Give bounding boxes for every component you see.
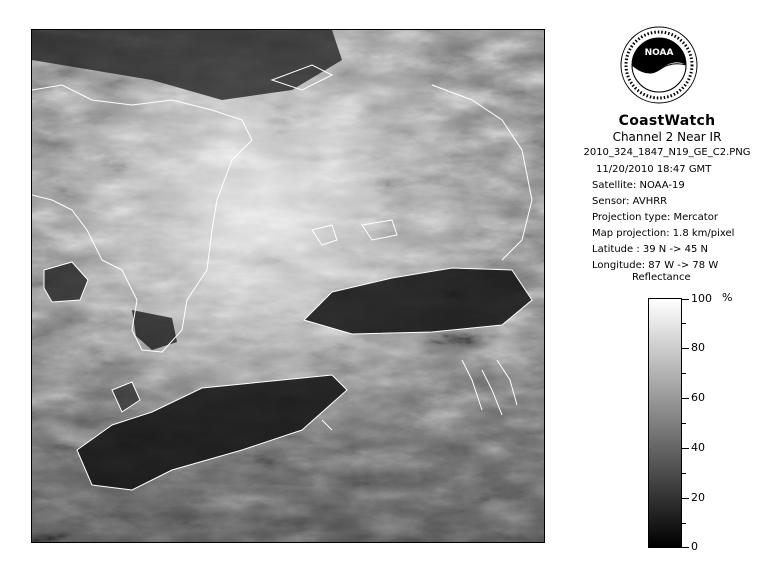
- noaa-seal-icon: [619, 20, 699, 110]
- colorbar-minor-tick: [682, 523, 686, 524]
- colorbar-minor-tick: [682, 473, 686, 474]
- colorbar-label-100: 100: [691, 292, 712, 305]
- projection-type-label: Projection type: Mercator: [592, 212, 718, 223]
- noaa-logo: [619, 20, 699, 110]
- colorbar-minor-tick: [682, 423, 686, 424]
- latitude-label: Latitude : 39 N -> 45 N: [592, 244, 708, 255]
- channel-label: Channel 2 Near IR: [612, 130, 722, 144]
- colorbar-label-60: 60: [691, 391, 705, 404]
- map-projection-label: Map projection: 1.8 km/pixel: [592, 228, 735, 239]
- colorbar-label-0: 0: [691, 540, 698, 553]
- colorbar-minor-tick: [682, 373, 686, 374]
- satellite-map-svg: [32, 30, 544, 542]
- colorbar-label-80: 80: [691, 341, 705, 354]
- sensor-label: Sensor: AVHRR: [592, 196, 668, 207]
- colorbar-tick: [682, 398, 689, 399]
- legend-unit: %: [722, 291, 733, 304]
- colorbar-minor-tick: [682, 323, 686, 324]
- colorbar-label-20: 20: [691, 491, 705, 504]
- colorbar-tick: [682, 547, 689, 548]
- coastwatch-title: CoastWatch: [618, 113, 716, 129]
- colorbar-label-40: 40: [691, 441, 705, 454]
- colorbar-tick: [682, 299, 689, 300]
- filename-label: 2010_324_1847_N19_GE_C2.PNG: [583, 147, 751, 158]
- svg-text:NOAA: NOAA: [644, 48, 674, 58]
- colorbar-tick: [682, 348, 689, 349]
- satellite-label: Satellite: NOAA-19: [592, 180, 685, 191]
- legend-title: Reflectance: [632, 272, 691, 283]
- longitude-label: Longitude: 87 W -> 78 W: [592, 260, 719, 271]
- colorbar-tick: [682, 448, 689, 449]
- satellite-image: [31, 29, 545, 543]
- datetime-label: 11/20/2010 18:47 GMT: [596, 164, 712, 175]
- colorbar-tick: [682, 498, 689, 499]
- reflectance-colorbar: [648, 298, 682, 548]
